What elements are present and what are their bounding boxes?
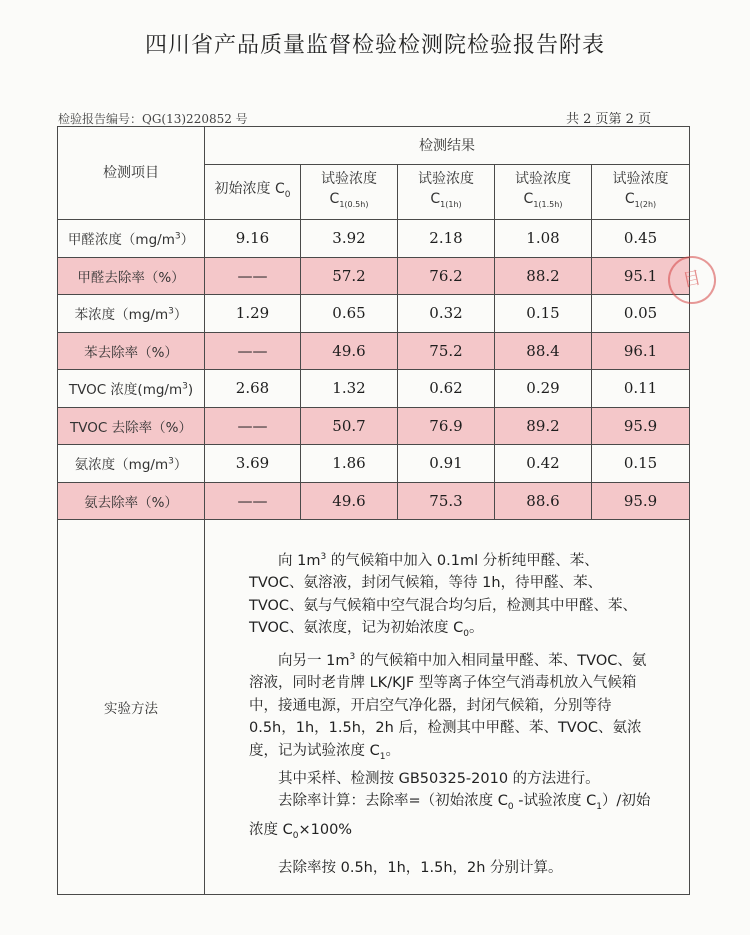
table-cell: 0.05: [592, 295, 690, 333]
method-paragraph-2: 向另一 $1m^3$ 的气候箱中加入相同量甲醛、苯、TVOC、氨溶液，同时老肯牌 LK/KJF 型等离子体空气消毒机放入气候箱中，接通电源，开启空气净化器，封闭气候箱，分别等待 0.5h，1h，1.5h，2h 后，检测其中甲醛、苯、TVOC、氨浓度，记为试验浓度 $C_1$。: [249, 651, 647, 762]
table-cell: 88.6: [495, 482, 592, 520]
method-paragraph-5: 去除率按 0.5h，1h，1.5h，2h 分别计算。: [278, 860, 563, 877]
table-cell: 3.92: [301, 220, 398, 258]
table-cell: 0.32: [398, 295, 495, 333]
row-label: 氨浓度$(mg/m^3)$: [58, 445, 205, 483]
header-test-concentration-1h: 试验浓度 $C_{1(1h)}$: [398, 165, 495, 220]
table-cell: 49.6: [301, 482, 398, 520]
row-label: TVOC 去除率（%）: [58, 407, 205, 445]
table-cell: 1.08: [495, 220, 592, 258]
report-number: 检验报告编号：QG(13)220852 号: [58, 112, 248, 126]
method-paragraph-3: 其中采样、检测按 GB50325-2010 的方法进行。: [278, 770, 600, 787]
table-cell: 1.32: [301, 370, 398, 408]
table-cell: ——: [205, 332, 301, 370]
table-cell: 1.86: [301, 445, 398, 483]
table-cell: 75.3: [398, 482, 495, 520]
header-test-results: 检测结果: [205, 127, 690, 165]
table-cell: ——: [205, 257, 301, 295]
table-cell: 0.11: [592, 370, 690, 408]
table-cell: 95.9: [592, 482, 690, 520]
table-cell: 50.7: [301, 407, 398, 445]
table-cell: 95.1: [592, 257, 690, 295]
table-cell: 2.68: [205, 370, 301, 408]
row-label: 甲醛浓度$(mg/m^3)$: [58, 220, 205, 258]
table-cell: 0.45: [592, 220, 690, 258]
table-cell: 88.4: [495, 332, 592, 370]
row-label: 苯浓度$(mg/m^3)$: [58, 295, 205, 333]
table-row: [58, 295, 690, 333]
table-cell: 89.2: [495, 407, 592, 445]
header-test-item: 检测项目: [58, 127, 205, 220]
header-test-concentration-0.5h: 试验浓度 $C_{1(0.5h)}$: [301, 165, 398, 220]
row-label: 苯去除率（%）: [58, 332, 205, 370]
table-row: [58, 445, 690, 483]
row-label: 氨去除率（%）: [58, 482, 205, 520]
page-info: 共 2 页第 2 页: [566, 112, 652, 127]
table-cell: ——: [205, 482, 301, 520]
table-cell: 1.29: [205, 295, 301, 333]
row-label: TVOC 浓度$(mg/m^3)$: [58, 370, 205, 408]
header-initial-concentration: 初始浓度 $C_0$: [205, 165, 301, 220]
table-cell: 0.15: [495, 295, 592, 333]
table-cell: 0.29: [495, 370, 592, 408]
table-row: [58, 407, 690, 445]
table-cell: 0.15: [592, 445, 690, 483]
table-cell: 95.9: [592, 407, 690, 445]
table-cell: 0.91: [398, 445, 495, 483]
table-cell: 76.9: [398, 407, 495, 445]
results-table: [57, 126, 690, 895]
table-row: [58, 332, 690, 370]
seal-stamp: 目: [664, 252, 721, 309]
method-paragraph-4: 去除率计算：去除率=（初始浓度 $C_0$ -试验浓度 $C_1)/$初始浓度 $C_0\times 100\%$: [249, 793, 651, 841]
table-cell: 3.69: [205, 445, 301, 483]
table-cell: 2.18: [398, 220, 495, 258]
table-cell: 0.42: [495, 445, 592, 483]
table-cell: ——: [205, 407, 301, 445]
row-label: 甲醛去除率（%）: [58, 257, 205, 295]
table-cell: 0.65: [301, 295, 398, 333]
document-title: 四川省产品质量监督检验检测院检验报告附表: [144, 33, 605, 58]
table-cell: 96.1: [592, 332, 690, 370]
table-cell: 76.2: [398, 257, 495, 295]
table-cell: 9.16: [205, 220, 301, 258]
table-row: [58, 370, 690, 408]
table-cell: 88.2: [495, 257, 592, 295]
table-cell: 0.62: [398, 370, 495, 408]
header-test-concentration-2h: 试验浓度 $C_{1(2h)}$: [592, 165, 690, 220]
table-cell: 49.6: [301, 332, 398, 370]
method-paragraph-1: 向 $1m^3$ 的气候箱中加入 0.1ml 分析纯甲醛、苯、TVOC、氨溶液，封闭气候箱，等待 1h，待甲醛、苯、TVOC、氨与气候箱中空气混合均匀后，检测其中甲醛、苯、TVOC、氨浓度，记为初始浓度 $C_0$。: [249, 552, 638, 640]
table-cell: 75.2: [398, 332, 495, 370]
table-cell: 57.2: [301, 257, 398, 295]
table-row: [58, 220, 690, 258]
table-row: [58, 482, 690, 520]
header-test-concentration-1.5h: 试验浓度 $C_{1(1.5h)}$: [495, 165, 592, 220]
method-label: 实验方法: [58, 520, 205, 895]
method-description: [205, 520, 690, 895]
table-row: [58, 257, 690, 295]
